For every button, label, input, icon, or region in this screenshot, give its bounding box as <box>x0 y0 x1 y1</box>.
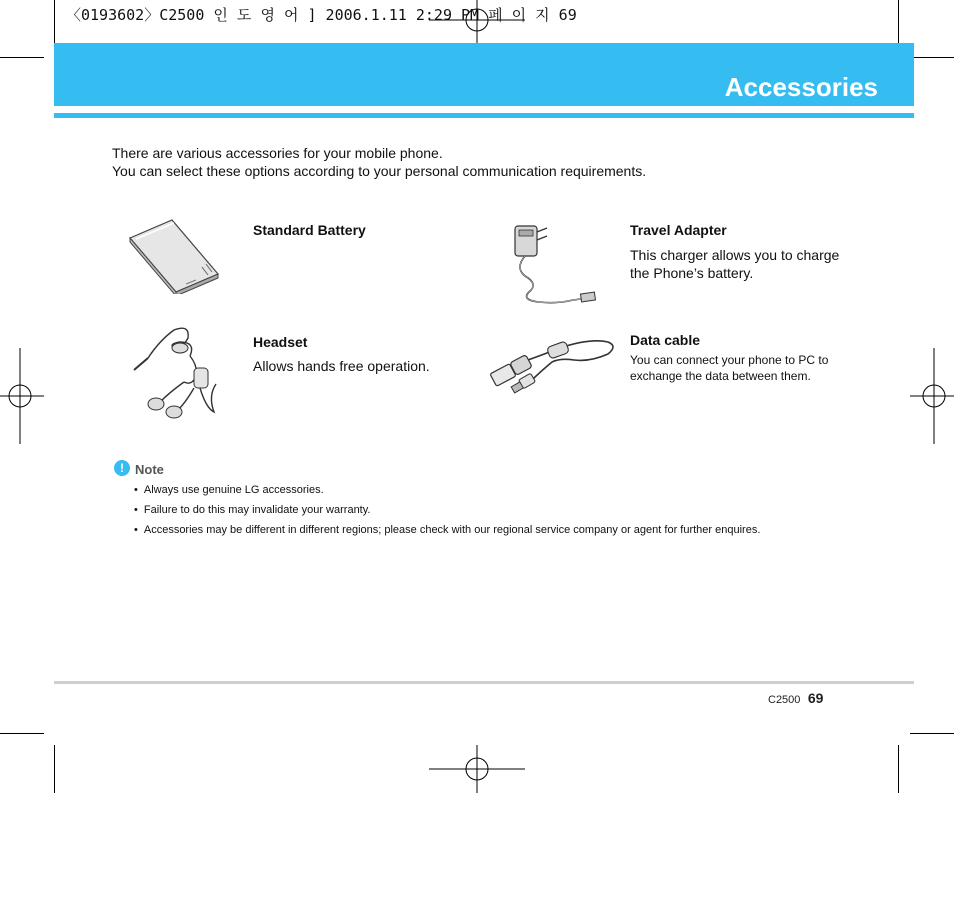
list-item: • Accessories may be different in different regions; please check with our regional service company or agent for further enquires. <box>134 524 760 536</box>
travel-adapter-illustration <box>505 218 601 310</box>
data-cable-title: Data cable <box>630 332 701 348</box>
page-number: 69 <box>807 690 824 706</box>
crop-mark <box>54 745 55 793</box>
intro-line: You can select these options according to your personal communication requirements. <box>112 163 647 179</box>
page-title: Accessories <box>724 72 878 102</box>
headset-illustration <box>130 322 226 422</box>
note-list <box>134 484 760 544</box>
registration-mark-icon <box>910 348 954 444</box>
note-icon: ! <box>114 460 130 476</box>
crop-mark <box>910 57 954 58</box>
data-cable-description: You can connect your phone to PC to exchange the data between them. <box>630 353 829 383</box>
headset-title: Headset <box>253 334 308 350</box>
headset-description: Allows hands free operation. <box>253 358 430 374</box>
crop-mark <box>0 733 44 734</box>
crop-mark <box>898 0 899 44</box>
crop-mark <box>898 745 899 793</box>
list-item: • Always use genuine LG accessories. <box>134 484 760 496</box>
intro-line: There are various accessories for your mobile phone. <box>112 145 443 161</box>
title-underline <box>54 113 914 118</box>
footer <box>768 690 823 708</box>
footer-rule <box>54 681 914 684</box>
battery-illustration <box>126 218 222 294</box>
battery-title: Standard Battery <box>253 222 366 238</box>
model-name: C2500 <box>768 694 801 706</box>
travel-adapter-title: Travel Adapter <box>630 222 727 238</box>
data-cable-illustration <box>490 336 618 400</box>
crop-mark <box>910 733 954 734</box>
note-label: Note <box>135 462 164 477</box>
registration-mark-icon <box>429 745 525 793</box>
travel-adapter-description: This charger allows you to charge the Phone’s battery. <box>630 247 840 281</box>
list-item: • Failure to do this may invalidate your warranty. <box>134 504 760 516</box>
crop-mark <box>54 0 55 44</box>
registration-mark-icon <box>0 348 44 444</box>
crop-mark <box>0 57 44 58</box>
file-header: 〈0193602〉C2500 인 도 영 어 ] 2006.1.11 2:29 PM 페 이 지 69 <box>66 6 577 24</box>
intro-text <box>112 144 646 180</box>
